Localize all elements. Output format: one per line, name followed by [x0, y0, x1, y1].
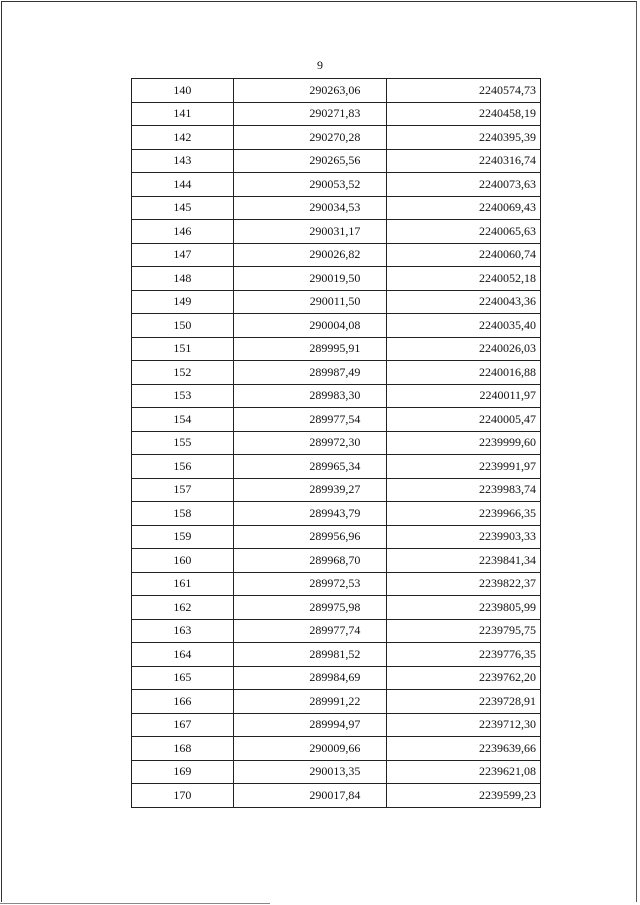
y-coordinate-cell: 2240016,88: [387, 361, 541, 385]
y-coordinate-cell: 2240052,18: [387, 267, 541, 291]
x-coordinate-cell: 290271,83: [233, 102, 387, 126]
y-coordinate-cell: 2239999,60: [387, 431, 541, 455]
table-row: [132, 384, 541, 408]
table-row: [132, 243, 541, 267]
x-coordinate-cell: 290053,52: [233, 173, 387, 197]
table-row: [132, 690, 541, 714]
y-coordinate-cell: 2240316,74: [387, 149, 541, 173]
page-number: 9: [317, 58, 323, 72]
point-number-cell: 164: [132, 643, 234, 667]
point-number-cell: 146: [132, 220, 234, 244]
point-number-cell: 148: [132, 267, 234, 291]
y-coordinate-cell: 2239991,97: [387, 455, 541, 479]
y-coordinate-cell: 2239728,91: [387, 690, 541, 714]
table-row: [132, 596, 541, 620]
y-coordinate-cell: 2240060,74: [387, 243, 541, 267]
x-coordinate-cell: 289972,53: [233, 572, 387, 596]
table-row: [132, 760, 541, 784]
x-coordinate-cell: 290011,50: [233, 290, 387, 314]
x-coordinate-cell: 290009,66: [233, 737, 387, 761]
table-row: [132, 361, 541, 385]
x-coordinate-cell: 290019,50: [233, 267, 387, 291]
x-coordinate-cell: 290017,84: [233, 784, 387, 808]
table-row: [132, 173, 541, 197]
point-number-cell: 149: [132, 290, 234, 314]
table-row: [132, 502, 541, 526]
table-row: [132, 784, 541, 808]
point-number-cell: 144: [132, 173, 234, 197]
table-row: [132, 643, 541, 667]
y-coordinate-cell: 2239639,66: [387, 737, 541, 761]
y-coordinate-cell: 2240065,63: [387, 220, 541, 244]
table-row: [132, 290, 541, 314]
point-number-cell: 160: [132, 549, 234, 573]
y-coordinate-cell: 2240458,19: [387, 102, 541, 126]
y-coordinate-cell: 2240069,43: [387, 196, 541, 220]
x-coordinate-cell: 290013,35: [233, 760, 387, 784]
x-coordinate-cell: 289994,97: [233, 713, 387, 737]
table-row: [132, 666, 541, 690]
x-coordinate-cell: 290004,08: [233, 314, 387, 338]
y-coordinate-cell: 2240011,97: [387, 384, 541, 408]
y-coordinate-cell: 2239795,75: [387, 619, 541, 643]
y-coordinate-cell: 2240073,63: [387, 173, 541, 197]
x-coordinate-cell: 290026,82: [233, 243, 387, 267]
x-coordinate-cell: 289984,69: [233, 666, 387, 690]
y-coordinate-cell: 2239966,35: [387, 502, 541, 526]
table-row: [132, 314, 541, 338]
x-coordinate-cell: 289972,30: [233, 431, 387, 455]
point-number-cell: 157: [132, 478, 234, 502]
x-coordinate-cell: 289987,49: [233, 361, 387, 385]
table-row: [132, 102, 541, 126]
point-number-cell: 152: [132, 361, 234, 385]
point-number-cell: 154: [132, 408, 234, 432]
point-number-cell: 145: [132, 196, 234, 220]
x-coordinate-cell: 290263,06: [233, 79, 387, 103]
point-number-cell: 147: [132, 243, 234, 267]
y-coordinate-cell: 2239805,99: [387, 596, 541, 620]
y-coordinate-cell: 2240005,47: [387, 408, 541, 432]
x-coordinate-cell: 289977,54: [233, 408, 387, 432]
point-number-cell: 143: [132, 149, 234, 173]
x-coordinate-cell: 289956,96: [233, 525, 387, 549]
table-row: [132, 619, 541, 643]
point-number-cell: 166: [132, 690, 234, 714]
y-coordinate-cell: 2239776,35: [387, 643, 541, 667]
point-number-cell: 151: [132, 337, 234, 361]
y-coordinate-cell: 2239983,74: [387, 478, 541, 502]
x-coordinate-cell: 289983,30: [233, 384, 387, 408]
x-coordinate-cell: 290270,28: [233, 126, 387, 150]
x-coordinate-cell: 289975,98: [233, 596, 387, 620]
point-number-cell: 153: [132, 384, 234, 408]
point-number-cell: 170: [132, 784, 234, 808]
x-coordinate-cell: 290265,56: [233, 149, 387, 173]
table-row: [132, 431, 541, 455]
table-row: [132, 713, 541, 737]
x-coordinate-cell: 290034,53: [233, 196, 387, 220]
y-coordinate-cell: 2240395,39: [387, 126, 541, 150]
point-number-cell: 142: [132, 126, 234, 150]
point-number-cell: 141: [132, 102, 234, 126]
table-row: [132, 408, 541, 432]
point-number-cell: 158: [132, 502, 234, 526]
table-row: [132, 149, 541, 173]
x-coordinate-cell: 289943,79: [233, 502, 387, 526]
y-coordinate-cell: 2239712,30: [387, 713, 541, 737]
point-number-cell: 169: [132, 760, 234, 784]
table-row: [132, 525, 541, 549]
point-number-cell: 155: [132, 431, 234, 455]
point-number-cell: 162: [132, 596, 234, 620]
coordinates-table: [131, 78, 541, 808]
x-coordinate-cell: 289981,52: [233, 643, 387, 667]
table-row: [132, 549, 541, 573]
table-row: [132, 478, 541, 502]
y-coordinate-cell: 2240026,03: [387, 337, 541, 361]
table-row: [132, 196, 541, 220]
table-row: [132, 337, 541, 361]
y-coordinate-cell: 2239762,20: [387, 666, 541, 690]
x-coordinate-cell: 289939,27: [233, 478, 387, 502]
point-number-cell: 165: [132, 666, 234, 690]
point-number-cell: 161: [132, 572, 234, 596]
point-number-cell: 140: [132, 79, 234, 103]
table-row: [132, 79, 541, 103]
y-coordinate-cell: 2239822,37: [387, 572, 541, 596]
point-number-cell: 156: [132, 455, 234, 479]
coordinates-table-body: [132, 79, 541, 808]
point-number-cell: 167: [132, 713, 234, 737]
point-number-cell: 168: [132, 737, 234, 761]
y-coordinate-cell: 2239621,08: [387, 760, 541, 784]
point-number-cell: 150: [132, 314, 234, 338]
table-row: [132, 126, 541, 150]
x-coordinate-cell: 289977,74: [233, 619, 387, 643]
bottom-scan-line: [0, 903, 270, 904]
point-number-cell: 159: [132, 525, 234, 549]
y-coordinate-cell: 2239903,33: [387, 525, 541, 549]
x-coordinate-cell: 290031,17: [233, 220, 387, 244]
y-coordinate-cell: 2239841,34: [387, 549, 541, 573]
x-coordinate-cell: 289991,22: [233, 690, 387, 714]
table-row: [132, 572, 541, 596]
table-row: [132, 220, 541, 244]
y-coordinate-cell: 2239599,23: [387, 784, 541, 808]
table-row: [132, 267, 541, 291]
table-row: [132, 737, 541, 761]
y-coordinate-cell: 2240035,40: [387, 314, 541, 338]
x-coordinate-cell: 289995,91: [233, 337, 387, 361]
x-coordinate-cell: 289965,34: [233, 455, 387, 479]
x-coordinate-cell: 289968,70: [233, 549, 387, 573]
table-row: [132, 455, 541, 479]
y-coordinate-cell: 2240043,36: [387, 290, 541, 314]
y-coordinate-cell: 2240574,73: [387, 79, 541, 103]
point-number-cell: 163: [132, 619, 234, 643]
